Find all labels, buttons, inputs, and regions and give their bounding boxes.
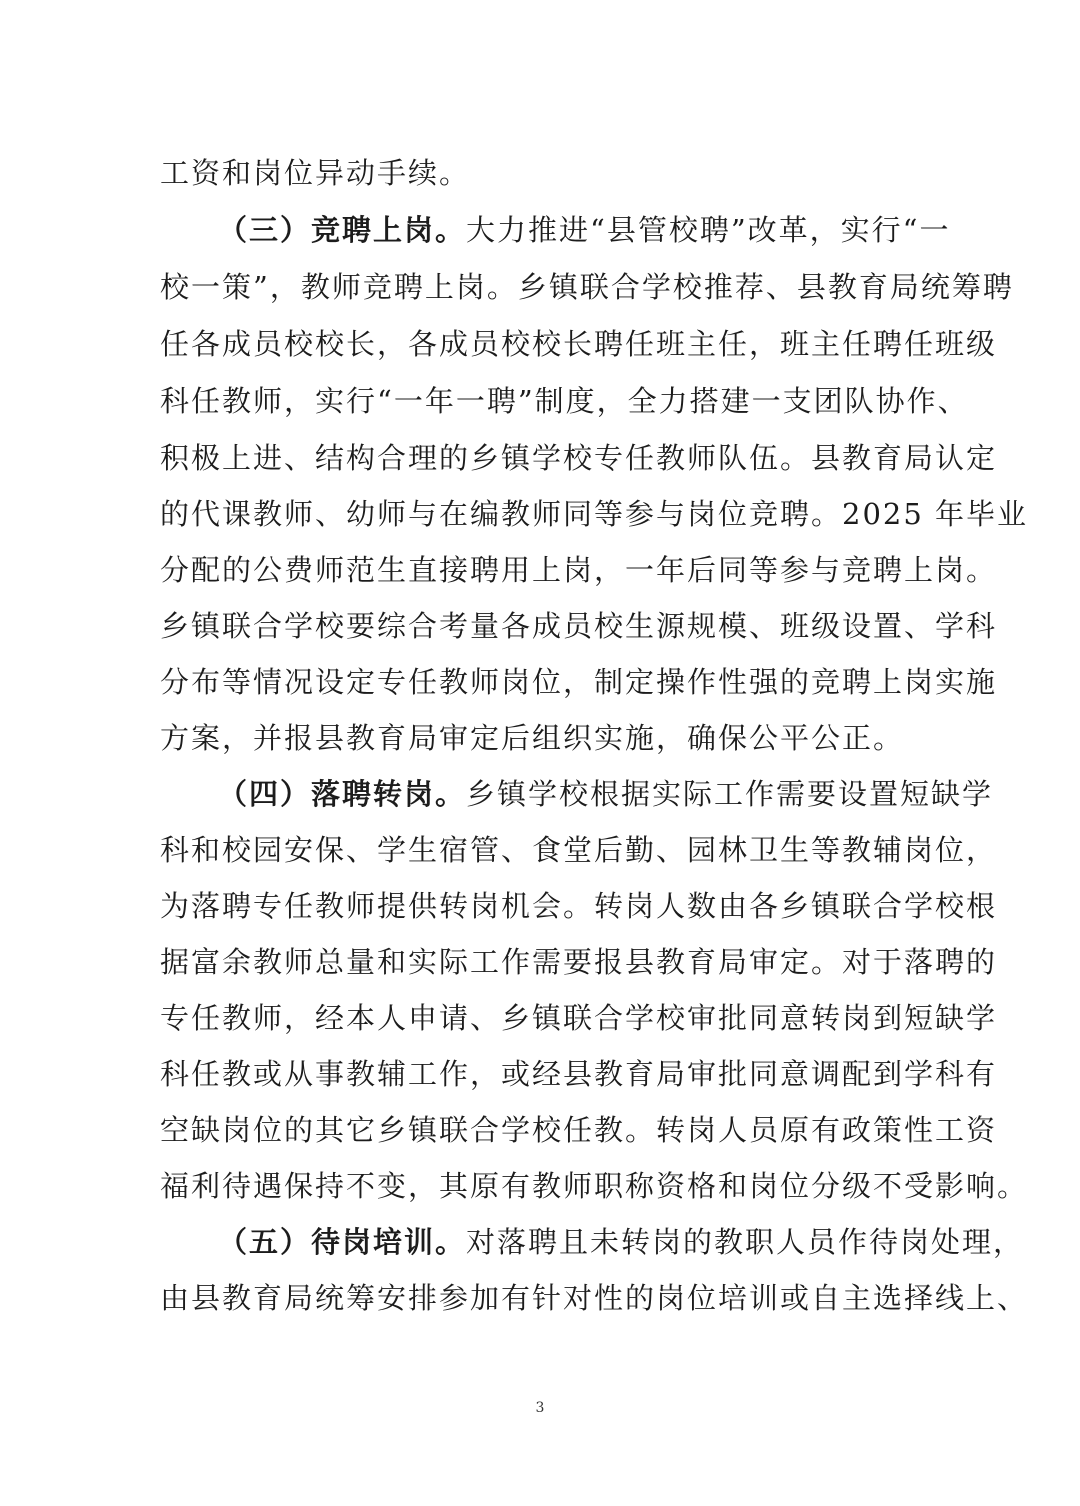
paragraph-line: 方案，并报县教育局审定后组织实施，确保公平公正。 xyxy=(160,721,905,755)
paragraph-line: 科任教或从事教辅工作，或经县教育局审批同意调配到学科有 xyxy=(160,1057,998,1091)
paragraph-line: 据富余教师总量和实际工作需要报县教育局审定。对于落聘的 xyxy=(160,945,998,979)
page-number: 3 xyxy=(535,1400,545,1416)
paragraph-line xyxy=(218,210,951,250)
section-heading: （三）竞聘上岗。 xyxy=(218,213,467,247)
paragraph-text: 乡镇学校根据实际工作需要设置短缺学 xyxy=(466,777,994,811)
paragraph-line: 科任教师，实行“一年一聘”制度，全力搭建一支团队协作、 xyxy=(160,384,969,418)
paragraph-line: 由县教育局统筹安排参加有针对性的岗位培训或自主选择线上、 xyxy=(160,1281,1029,1315)
paragraph-line: 工资和岗位异动手续。 xyxy=(160,156,471,190)
paragraph-line: 任各成员校校长，各成员校校长聘任班主任，班主任聘任班级 xyxy=(160,327,998,361)
paragraph-line xyxy=(218,1222,1025,1262)
paragraph-line: 空缺岗位的其它乡镇联合学校任教。转岗人员原有政策性工资 xyxy=(160,1113,998,1147)
paragraph-text: 大力推进“县管校聘”改革，实行“一 xyxy=(466,213,951,247)
paragraph-line: 科和校园安保、学生宿管、食堂后勤、园林卫生等教辅岗位， xyxy=(160,833,998,867)
paragraph-line: 福利待遇保持不变，其原有教师职称资格和岗位分级不受影响。 xyxy=(160,1169,1029,1203)
paragraph-line: 分配的公费师范生直接聘用上岗，一年后同等参与竞聘上岗。 xyxy=(160,553,998,587)
paragraph-text: 对落聘且未转岗的教职人员作待岗处理， xyxy=(466,1225,1025,1259)
paragraph-line: 专任教师，经本人申请、乡镇联合学校审批同意转岗到短缺学 xyxy=(160,1001,998,1035)
paragraph-line xyxy=(218,774,994,814)
paragraph-line: 分布等情况设定专任教师岗位，制定操作性强的竞聘上岗实施 xyxy=(160,665,998,699)
paragraph-line: 乡镇联合学校要综合考量各成员校生源规模、班级设置、学科 xyxy=(160,609,998,643)
paragraph-line: 为落聘专任教师提供转岗机会。转岗人数由各乡镇联合学校根 xyxy=(160,889,998,923)
section-heading: （五）待岗培训。 xyxy=(218,1225,467,1259)
section-heading: （四）落聘转岗。 xyxy=(218,777,467,811)
paragraph-line: 的代课教师、幼师与在编教师同等参与岗位竞聘。2025 年毕业 xyxy=(160,497,1029,531)
paragraph-line: 校一策”，教师竞聘上岗。乡镇联合学校推荐、县教育局统筹聘 xyxy=(160,270,1014,304)
paragraph-line: 积极上进、结构合理的乡镇学校专任教师队伍。县教育局认定 xyxy=(160,441,998,475)
